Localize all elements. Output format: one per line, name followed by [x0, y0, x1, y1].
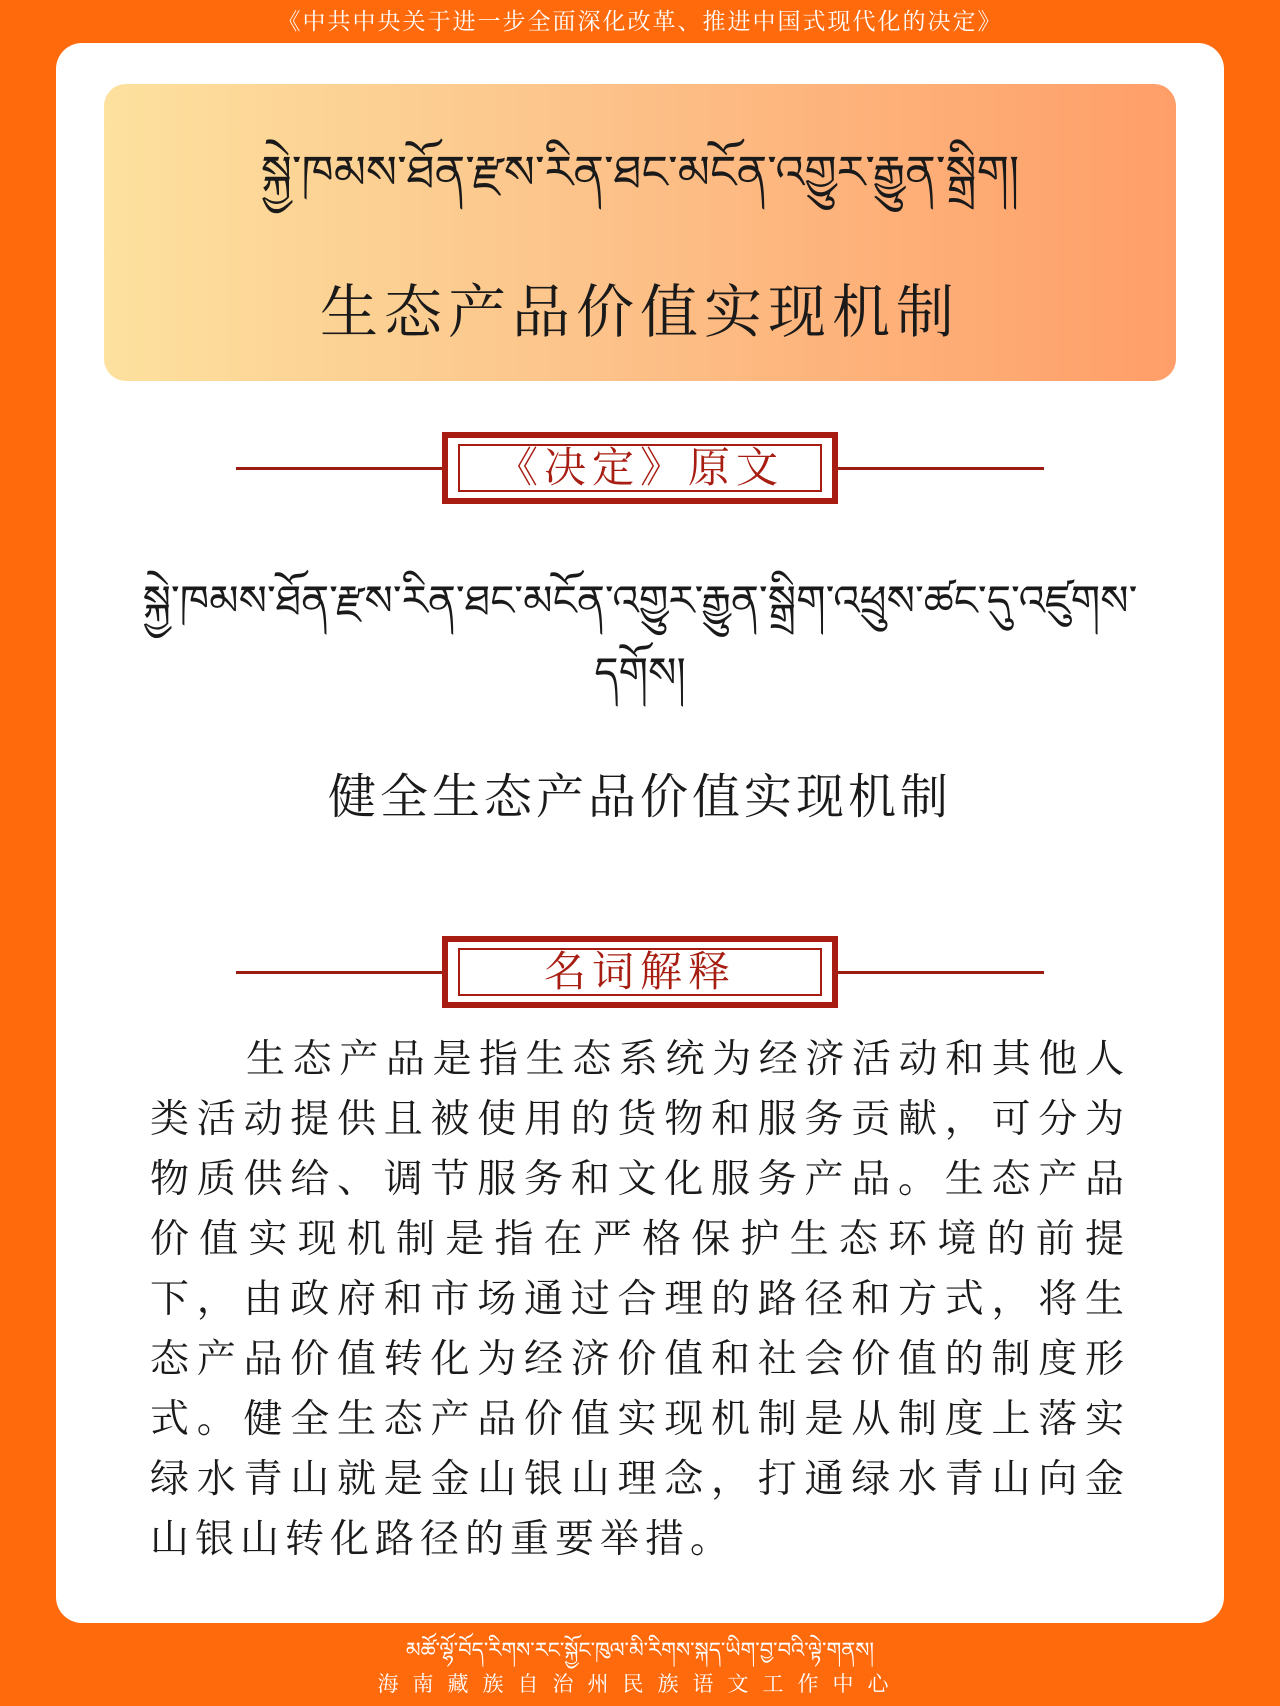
divider-line-right: [834, 467, 1044, 470]
heading-plaque: [442, 936, 838, 1008]
footer-org-tibetan: མཚོ་ལྷོ་བོད་རིགས་རང་སྐྱོང་ཁུལ་མི་རིགས་སྐད་ཡིག་བྱ་བའི་ལྟེ་གནས།: [405, 1638, 875, 1662]
title-tibetan: སྐྱེ་ཁམས་ཐོན་རྫས་རིན་ཐང་མངོན་འགྱུར་རྒྱུན་སྒྲིག།: [260, 145, 1020, 199]
footer-org-chinese: 海南藏族自治州民族语文工作中心: [377, 1672, 903, 1696]
original-text-chinese: 健全生态产品价值实现机制: [327, 769, 952, 825]
document-banner: 《中共中央关于进一步全面深化改革、推进中国式现代化的决定》: [277, 9, 1003, 35]
heading-plaque: [442, 432, 838, 504]
original-text-tibetan: སྐྱེ་ཁམས་ཐོན་རྫས་རིན་ཐང་མངོན་འགྱུར་རྒྱུན་སྒྲིག་འཕྲུས་ཚང་དུ་འཛུགས་དགོས།: [142, 576, 1138, 697]
divider-line-left: [236, 971, 446, 974]
section-heading-explanation: 名词解释: [543, 947, 736, 996]
divider-line-left: [236, 467, 446, 470]
explanation-paragraph: 生态产品是指生态系统为经济活动和其他人类活动提供且被使用的货物和服务贡献，可分为物质供给、调节服务和文化服务产品。生态产品价值实现机制是指在严格保护生态环境的前提下，由政府和市场通过合理的路径和方式，将生态产品价值转化为经济价值和社会价值的制度形式。健全生态产品价值实现机制是从制度上落实绿水青山就是金山银山理念，打通绿水青山向金山银山转化路径的重要举措。: [150, 1037, 1130, 1562]
section-header-original: [236, 432, 1044, 504]
section-header-explanation: [236, 936, 1044, 1008]
title-chinese: 生态产品价值实现机制: [319, 278, 960, 346]
section-heading-original: 《决定》原文: [495, 443, 784, 492]
divider-line-right: [834, 971, 1044, 974]
